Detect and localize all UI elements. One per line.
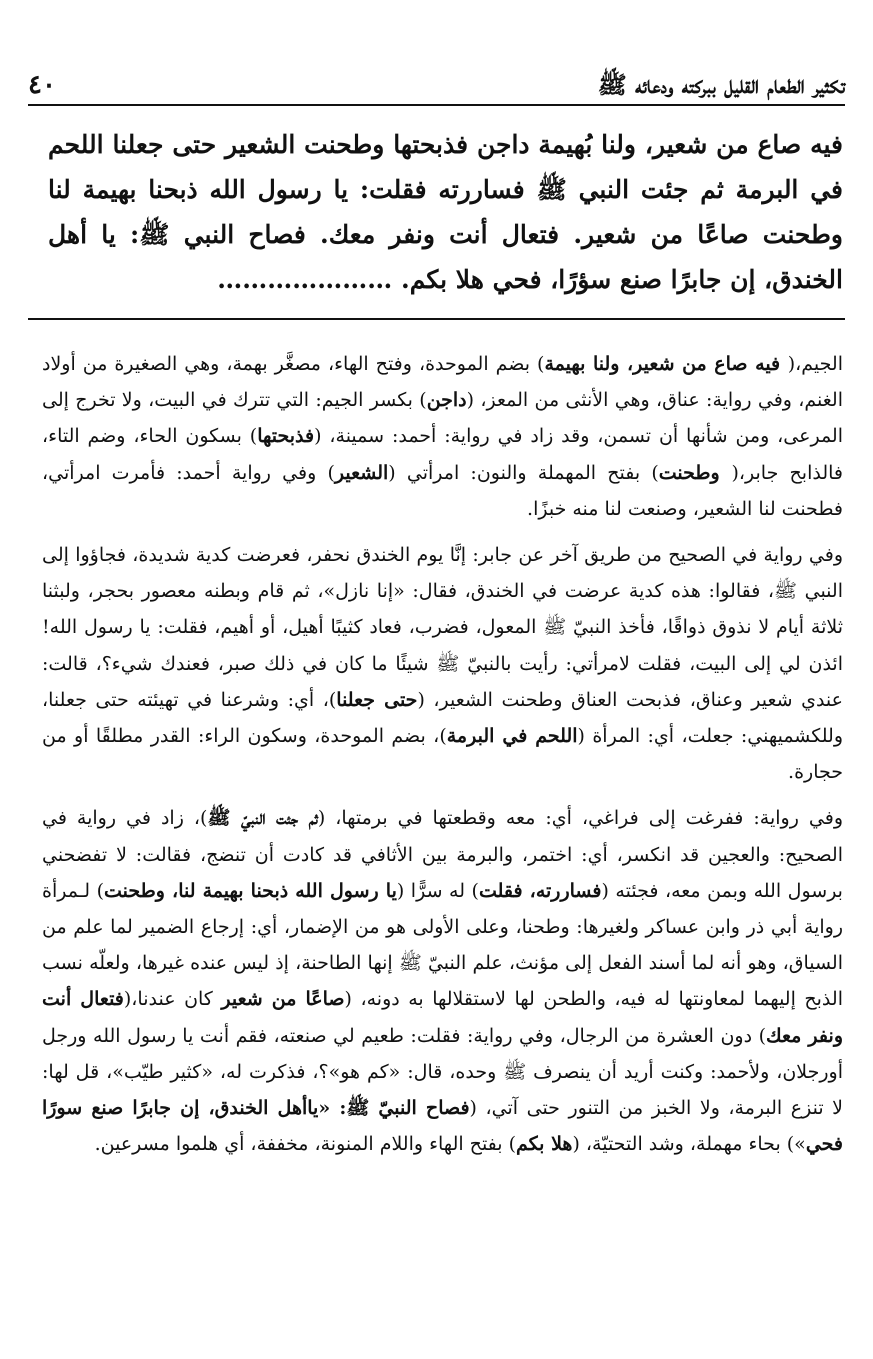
quoted-phrase: فتعال أنت ونفر معك [42, 988, 843, 1047]
header-rule [28, 104, 845, 106]
quoted-phrase: فساررته، فقلت [478, 879, 602, 902]
quoted-phrase: الشعير [334, 461, 389, 484]
commentary-text: ) بفتح المهملة والنون: امرأتي ( [388, 461, 659, 484]
hadith-ellipsis: ………………… [217, 265, 393, 294]
commentary-text: )، أي: وشرعنا في تهيئته حتى جعلنا، وللكشميهني: جعلت، أي: المرأة ( [42, 688, 843, 748]
quoted-phrase: هلا بكم [516, 1133, 573, 1156]
commentary-text: ) دون العشرة من الرجال، وفي رواية: فقلت: طعيم لي صنعته، فقم أنت يا رسول الله ورجل أورجلان، ولأحمد: وكنت أريد أن ينصرف ﷺ وحده، قال: «كم هو»؟، فذكرت له، «كثير طيّب»، قل لها: لا تنزع البرمة، ولا الخبز من التنور حتى آتي، ( [42, 1024, 843, 1120]
quoted-phrase: ثم جئت النبيّ ﷺ [207, 807, 318, 830]
separator-rule [28, 318, 845, 320]
quoted-phrase: فيه صاع من شعير، ولنا بهيمة [544, 353, 788, 375]
commentary-paragraph-2 [42, 537, 843, 790]
quoted-phrase: صاعًا من شعير [221, 988, 345, 1011]
quoted-phrase: وطحنت [658, 461, 732, 484]
commentary-text: ) له سرًّا ( [396, 879, 479, 902]
commentary-paragraph-1 [42, 346, 843, 527]
hadith-body: فيه صاع من شعير، ولنا بُهيمة داجن فذبحتها وطحنت الشعير حتى جعلنا اللحم في البرمة ثم جئت النبي ﷺ فساررته فقلت: يا رسول الله ذبحنا بهيمة لنا وطحنت صاعًا من شعير. فتعال أنت ونفر معك. فصاح النبي ﷺ: يا أهل الخندق، إن جابرًا صنع سؤرًا، فحي هلا بكم. [48, 130, 843, 294]
commentary-text: الجيم،( [787, 353, 843, 375]
commentary-text: وفي رواية: ففرغت إلى فراغي، أي: معه وقطعتها في برمتها، ( [317, 807, 844, 830]
commentary-text: ) وفي رواية أحمد: فأمرت امرأتي، فطحنت لنا الشعير، وصنعت لنا منه خبزًا. [42, 461, 843, 520]
commentary [42, 346, 843, 1172]
page-number: ٤٠ [28, 70, 56, 100]
commentary-text: وفي رواية في الصحيح من طريق آخر عن جابر: إنَّا يوم الخندق نحفر، فعرضت كدية شديدة، فجاؤوا إلى النبي ﷺ، فقالوا: هذه كدية عرضت في الخندق، فقال: «إنا نازل»، ثم قام وبطنه معصور بحجر، ولبثنا ثلاثة أيام لا نذوق ذواقًا، فأخذ النبيّ ﷺ المعول، فضرب، فعاد كثيبًا أهيل، أو أهيم، فقلت: يا رسول الله! ائذن لي إلى البيت، فقلت لامرأتي: رأيت بالنبيّ ﷺ شيئًا ما كان في ذلك صبر، فعندك شيء؟، قالت: عندي شعير وعناق، فذبحت العناق وطحنت الشعير، ( [42, 544, 843, 711]
commentary-text: )، بضم الموحدة، وسكون الراء: القدر مطلقًا أو من حجارة. [42, 725, 843, 784]
page-header [28, 50, 845, 100]
commentary-text: ») بحاء مهملة، وشد التحتيّة، ( [572, 1133, 806, 1156]
commentary-text: ) بسكون الحاء، وضم التاء، فالذابح جابر،( [42, 425, 843, 484]
commentary-text: )، زاد في رواية في الصحيح: والعجين قد انكسر، أي: اختمر، والبرمة بين الأثافي قد كادت أن تنضج، فقالت: لا تفضحني برسول الله وبمن معه، فجئته ( [42, 807, 843, 902]
commentary-text: ) بضم الموحدة، وفتح الهاء، مصغَّر بهمة، وهي الصغيرة من أولاد الغنم، وفي رواية: عناق، وهي الأنثى من المعز، ( [42, 353, 843, 412]
commentary-text: كان عندنا،( [123, 988, 222, 1011]
quoted-phrase: فصاح النبيّ ﷺ: «ياأهل الخندق، إن جابرًا صنع سورًا فحي [42, 1097, 843, 1156]
hadith-text [48, 122, 843, 302]
quoted-phrase: حتى جعلنا [336, 688, 418, 711]
commentary-paragraph-3 [42, 800, 843, 1162]
commentary-text: ) بكسر الجيم: التي تترك في البيت، ولا تخرج إلى المرعى، ومن شأنها أن تسمن، وقد زاد في رواية: أحمد: سمينة، ( [42, 389, 843, 448]
quoted-phrase: اللحم في البرمة [446, 725, 578, 748]
commentary-text: ) بفتح الهاء واللام المنونة، مخففة، أي هلموا مسرعين. [94, 1133, 517, 1156]
commentary-text: ) لـمرأة رواية أبي ذر وابن عساكر ولغيرها: وطحنا، وعلى الأولى هو من الإضمار، أي: إرجاع الضمير لما علم من السياق، وهو أنه لما أسند الفعل إلى مؤنث، علم النبيّ ﷺ إنها الطاحنة، إذ ليس عنده غيرها، ولعلّه نسب الذبح إليهما لمعاونتها له فيه، والطحن لها لاستقلالها به دونه، ( [42, 879, 843, 1011]
quoted-phrase: يا رسول الله ذبحنا بهيمة لنا، وطحنت [104, 879, 397, 902]
quoted-phrase: داجن [426, 389, 467, 412]
running-title: تكثير الطعام القليل ببركته ودعائه ﷺ [597, 70, 845, 99]
quoted-phrase: فذبحتها [257, 425, 315, 448]
